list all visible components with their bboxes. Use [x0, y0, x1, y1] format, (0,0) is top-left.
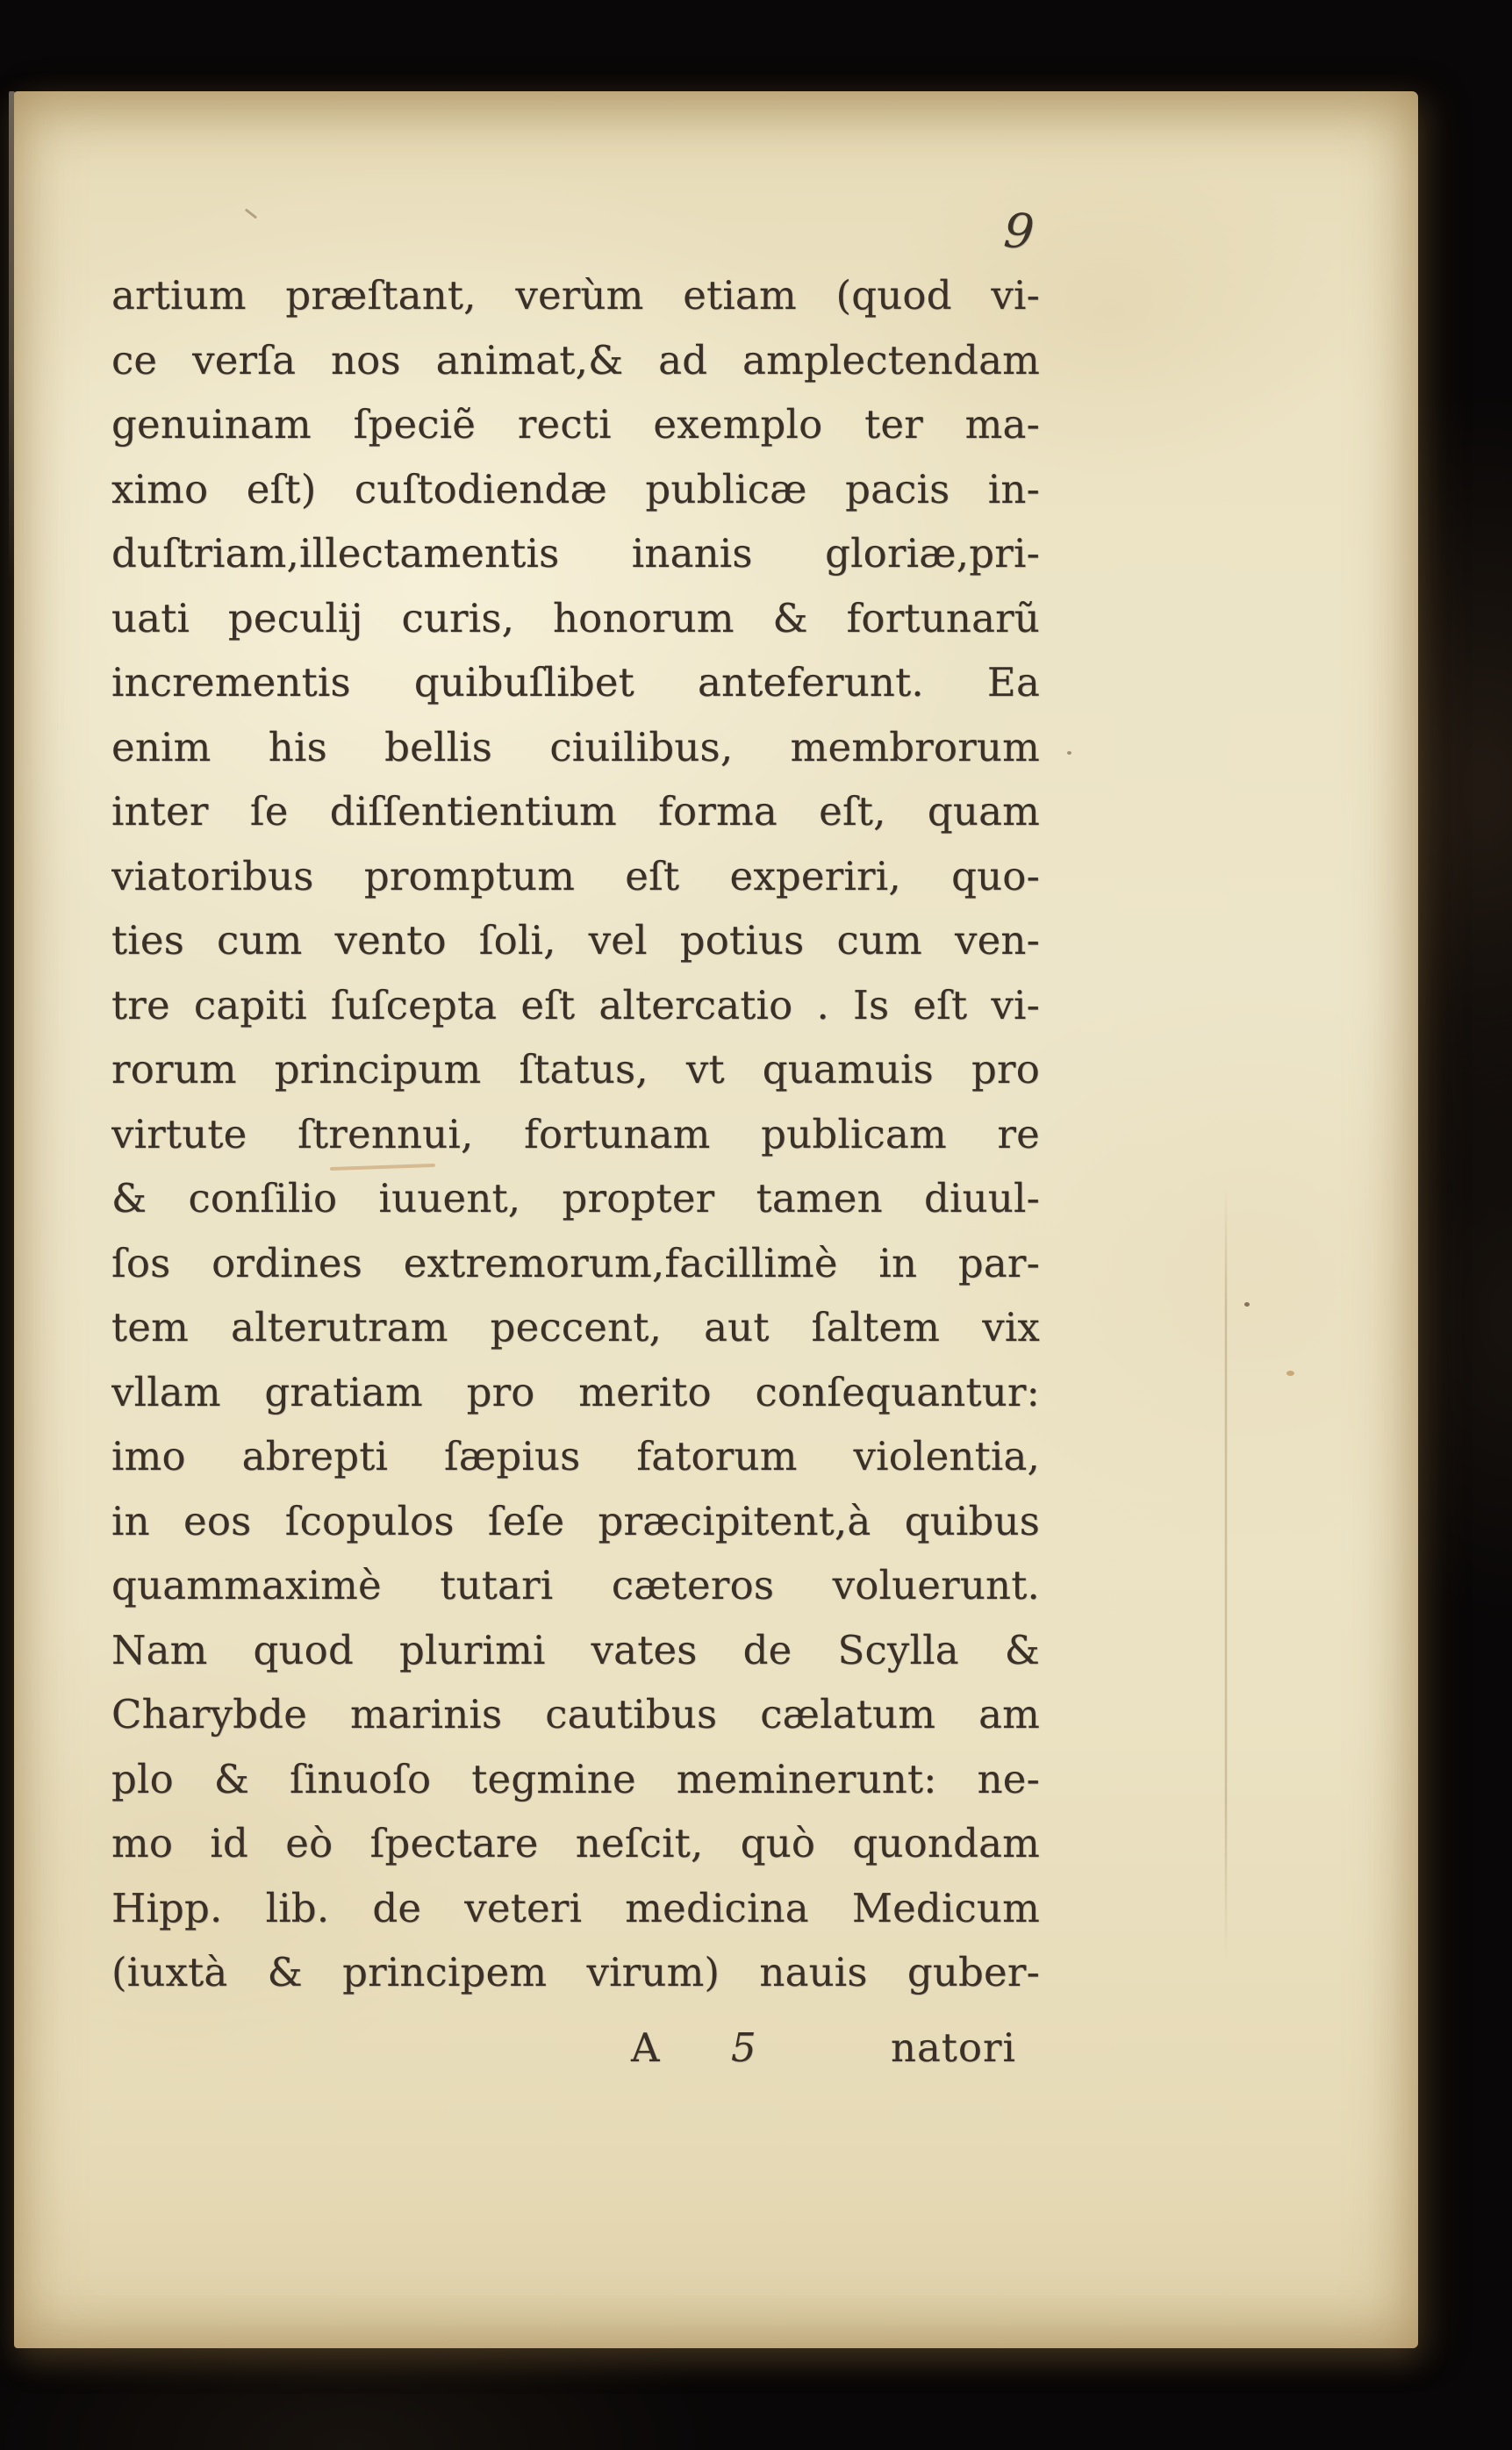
signature-leaf-number: 5 — [731, 2024, 756, 2071]
text-line: incrementis quibuſlibet anteferunt. Ea — [111, 659, 1040, 706]
book-page — [14, 91, 1418, 2348]
text-line: ce verſa nos animat,& ad amplectendam — [111, 336, 1040, 383]
catchword: natori — [891, 2024, 1016, 2071]
text-line: rorum principum ſtatus, vt quamuis pro — [111, 1046, 1040, 1092]
margin-crease — [1225, 1188, 1227, 1960]
paper-speck — [1286, 1371, 1294, 1376]
text-line: Hipp. lib. de veteri medicina Medicum — [111, 1884, 1040, 1931]
text-line: ſos ordines extremorum,facillimè in par- — [111, 1239, 1040, 1286]
text-line: mo id eò ſpectare neſcit, quò quondam — [111, 1820, 1040, 1866]
text-line: vllam gratiam pro merito conſequantur: — [111, 1368, 1040, 1415]
text-line: tre capiti ſuſcepta eſt altercatio . Is eſt vi- — [111, 981, 1040, 1028]
text-line: Charybde marinis cautibus cælatum am — [111, 1691, 1040, 1737]
signature-line — [111, 2016, 1040, 2081]
text-line: imo abrepti ſæpius fatorum violentia, — [111, 1433, 1040, 1479]
text-line: in eos ſcopulos ſeſe præcipitent,à quibus — [111, 1497, 1040, 1544]
text-line: (iuxtà & principem virum) nauis guber- — [111, 1949, 1040, 1995]
text-line: enim his bellis ciuilibus, membrorum — [111, 723, 1040, 770]
text-line: virtute ſtrennui, fortunam publicam re — [111, 1110, 1040, 1157]
text-line: inter ſe diſſentientium forma eſt, quam — [111, 788, 1040, 835]
page-number: 9 — [1001, 202, 1036, 261]
text-line: tem alterutram peccent, aut ſaltem vix — [111, 1304, 1040, 1350]
text-line: plo & ſinuoſo tegmine meminerunt: ne- — [111, 1755, 1040, 1802]
signature-gathering-letter: A — [631, 2024, 660, 2071]
text-line: ximo eſt) cuſtodiendæ publicæ pacis in- — [111, 465, 1040, 512]
text-line: duſtriam,illectamentis inanis gloriæ,pri- — [111, 530, 1040, 577]
text-block — [111, 263, 1040, 2080]
text-line: genuinam ſpeciẽ recti exemplo ter ma- — [111, 401, 1040, 448]
paper-speck — [1244, 1302, 1250, 1307]
text-line: quammaximè tutari cæteros voluerunt. — [111, 1562, 1040, 1608]
text-line: uati peculij curis, honorum & fortunarũ — [111, 594, 1040, 641]
text-line: artium præſtant, verùm etiam (quod vi- — [111, 272, 1040, 319]
paper-speck — [1067, 751, 1071, 755]
paper-speck — [245, 208, 257, 218]
text-line: viatoribus promptum eſt experiri, quo- — [111, 852, 1040, 899]
text-line: ties cum vento ſoli, vel potius cum ven- — [111, 917, 1040, 964]
text-line: Nam quod plurimi vates de Scylla & — [111, 1626, 1040, 1673]
text-line: & conſilio iuuent, propter tamen diuul- — [111, 1175, 1040, 1221]
